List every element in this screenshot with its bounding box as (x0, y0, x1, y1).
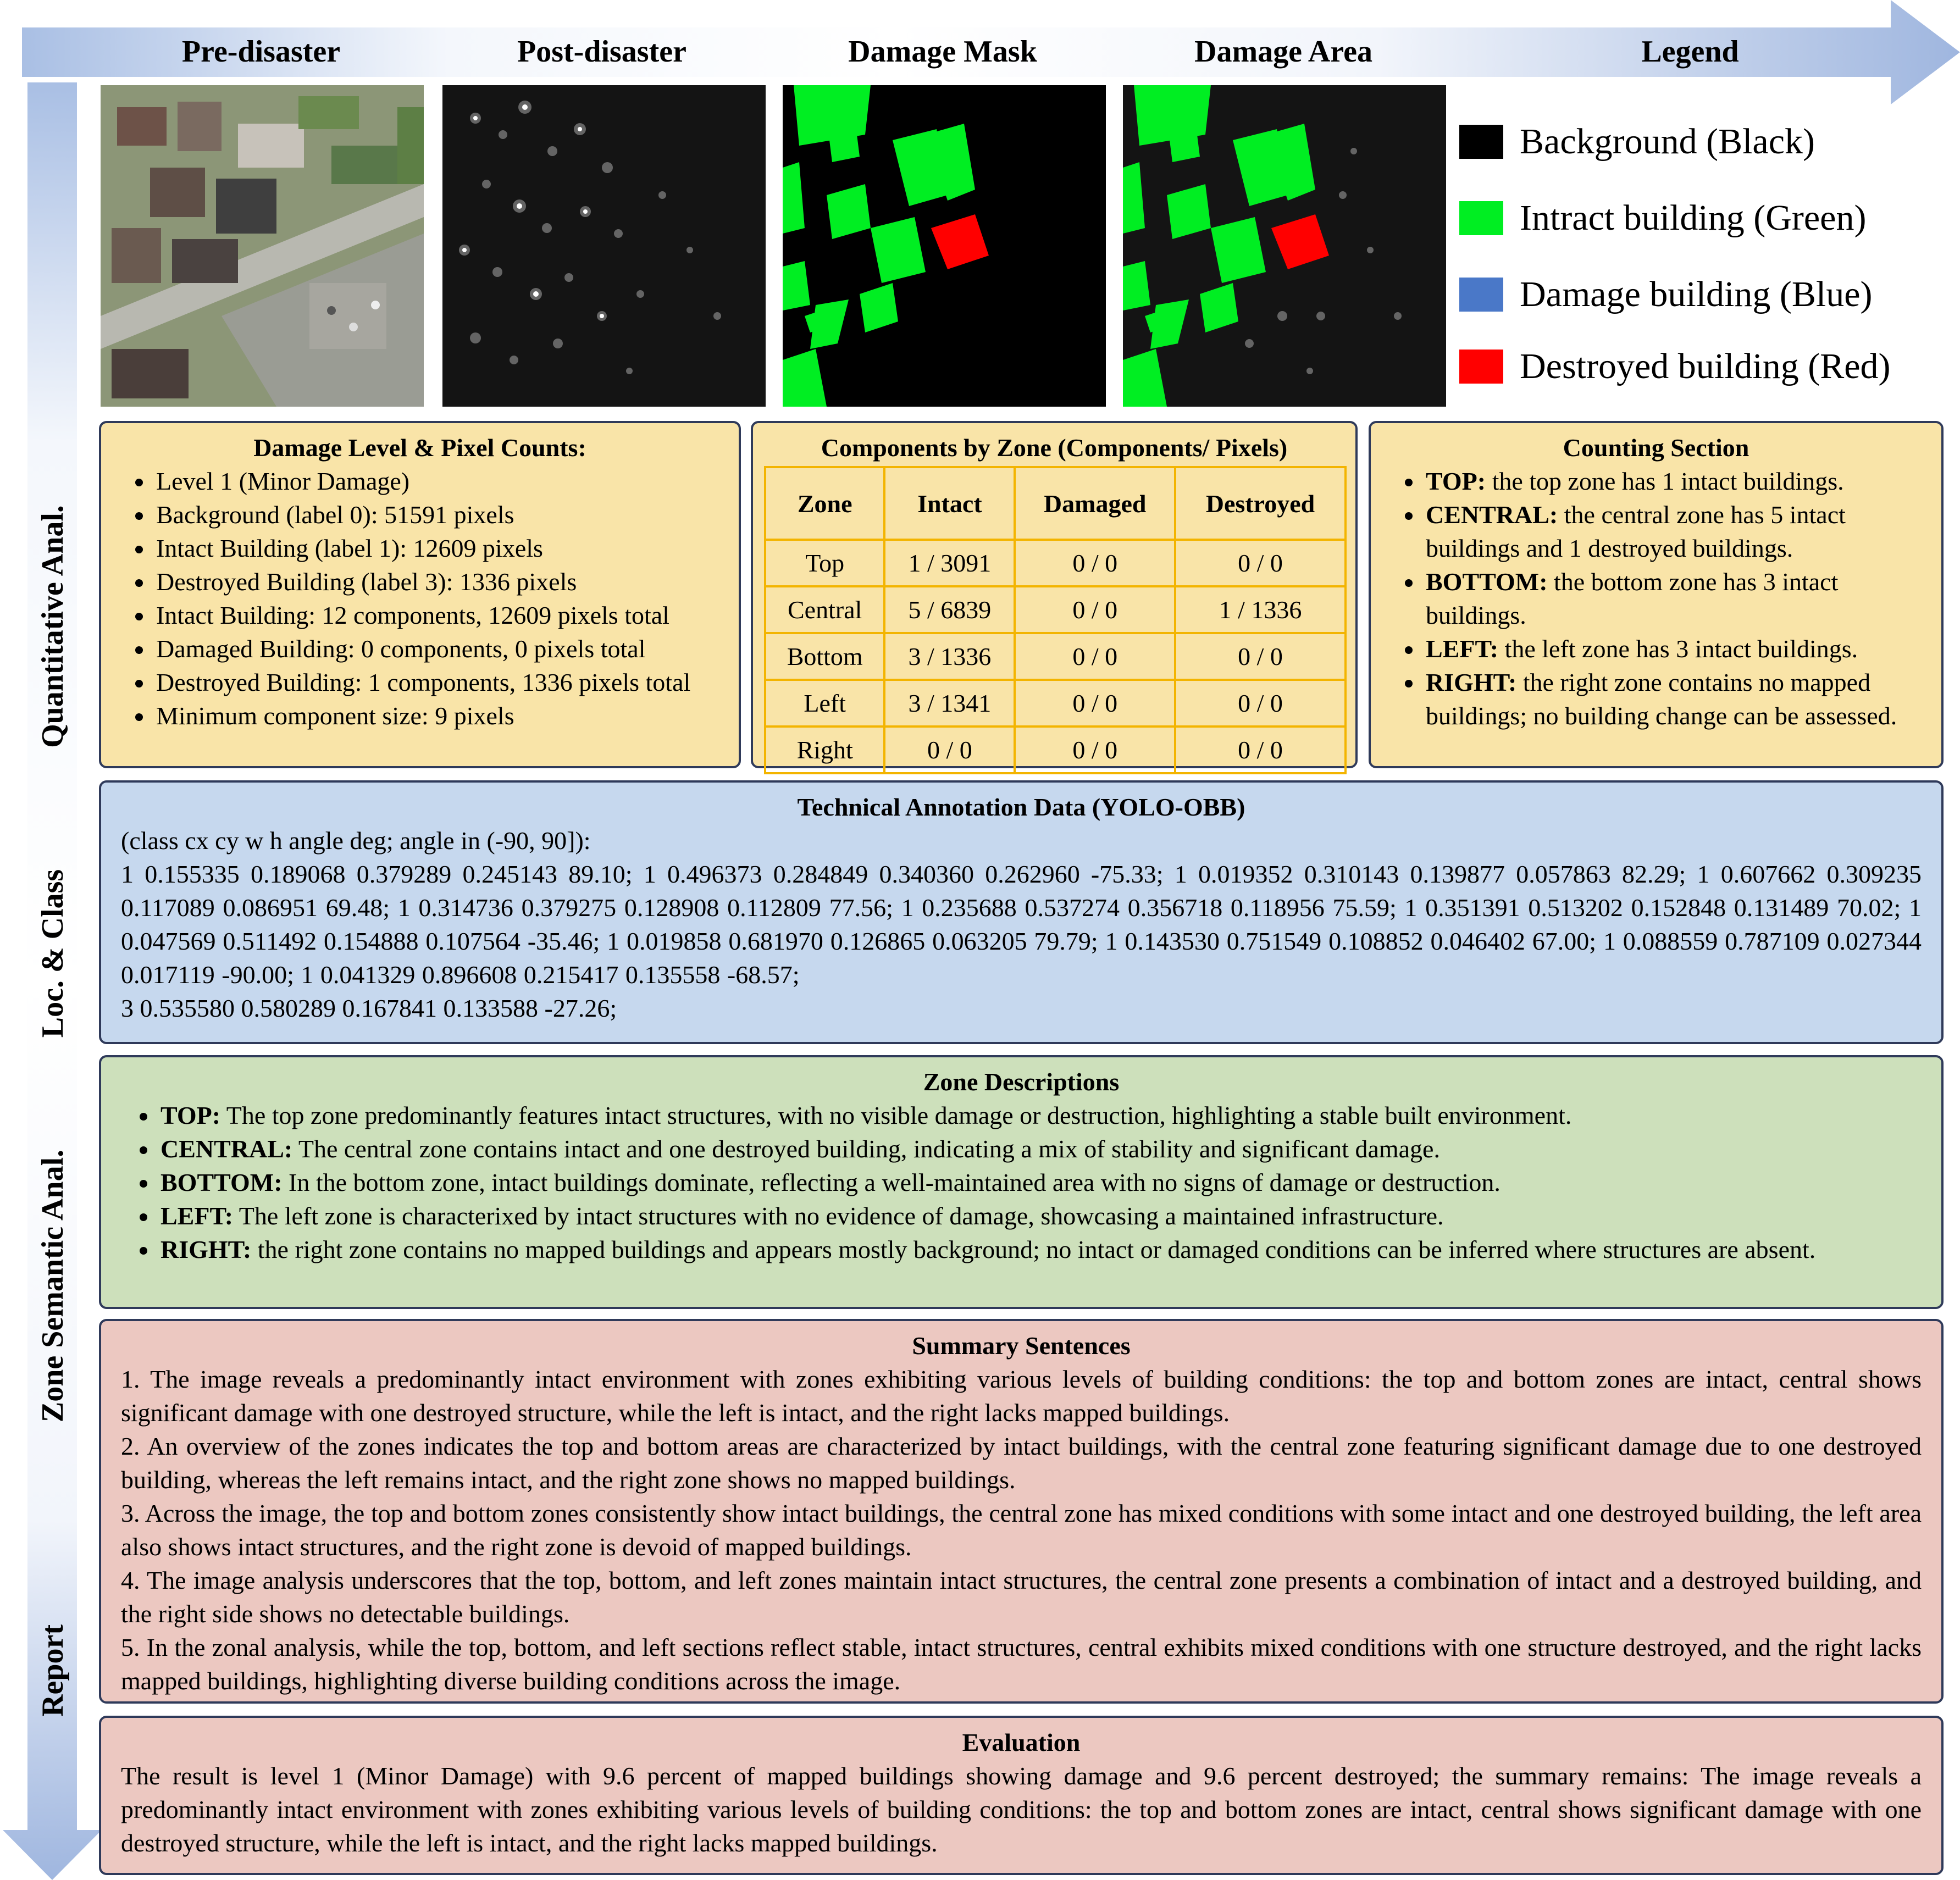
table-row (765, 586, 1346, 633)
zone-text: the left zone has 3 intact buildings. (1498, 635, 1858, 663)
technical-line: 1 0.155335 0.189068 0.379289 0.245143 89.10; 1 0.496373 0.284849 0.340360 0.262960 -75.33; 1 0.019352 0.310143 0.139877 0.057863 82.29; 1 0.607662 0.309235 0.117089 0.086951 69.48; 1 0.314736 0.379275 0.128908 0.112809 77.56; 1 0.235688 0.537274 0.356718 0.118956 75.59; 1 0.351391 0.513202 0.152848 0.131489 70.02; 1 0.047569 0.511492 0.154888 0.107564 -35.46; 1 0.019858 0.681970 0.126865 0.063205 79.79; 1 0.143530 0.751549 0.108852 0.046402 67.00; 1 0.088559 0.787109 0.027344 0.017119 -90.00; 1 0.041329 0.896608 0.215417 0.135558 -68.57; (121, 860, 1922, 989)
table-cell: 1 / 1336 (1175, 586, 1346, 633)
zone-key: TOP: (1426, 467, 1486, 495)
side-label-report: Report (36, 1624, 70, 1717)
table-cell: 0 / 0 (1175, 633, 1346, 680)
zone-text: The top zone predominantly features intact structures, with no visible damage or destruction, highlighting a stable built environment. (220, 1101, 1572, 1129)
zone-text: the top zone has 1 intact buildings. (1486, 467, 1844, 495)
technical-title: Technical Annotation Data (YOLO-OBB) (797, 793, 1245, 821)
legend-label: Intract building (Green) (1520, 198, 1867, 238)
zone-key: TOP: (160, 1101, 221, 1129)
pre-disaster-image (101, 85, 424, 407)
table-row (765, 540, 1346, 586)
summary-sentence: 1. The image reveals a predominantly intact environment with zones exhibiting various levels of building conditions: the top and bottom zones are intact, central shows significant damage with one destroyed structure, while the left is intact, and the right lacks mapped buildings. (121, 1365, 1922, 1427)
technical-panel (99, 780, 1944, 1044)
evaluation-title: Evaluation (962, 1728, 1081, 1756)
list-item (1424, 498, 1925, 565)
zone-key: CENTRAL: (1426, 501, 1558, 529)
zone-key: LEFT: (1426, 635, 1499, 663)
list-item (158, 1099, 1924, 1132)
zone-descriptions-title: Zone Descriptions (923, 1068, 1120, 1096)
post-disaster-image (442, 85, 766, 407)
column-header: Zone (765, 467, 884, 540)
list-item: • Intact Building: 12 components, 12609 pixels total (154, 598, 722, 632)
legend-label: Destroyed building (Red) (1520, 346, 1891, 386)
zone-key: BOTTOM: (1426, 568, 1548, 596)
zone-text: the right zone contains no mapped buildings; no building change can be assessed. (1426, 668, 1897, 730)
damage-mask-image (783, 85, 1106, 407)
table-cell: 0 / 0 (1015, 680, 1175, 727)
technical-line: 3 0.535580 0.580289 0.167841 0.133588 -27.26; (121, 994, 617, 1022)
table-cell: 0 / 0 (1015, 540, 1175, 586)
table-cell: 0 / 0 (1015, 586, 1175, 633)
table-cell: Bottom (765, 633, 884, 680)
zone-descriptions-list (101, 1099, 1941, 1266)
zone-key: RIGHT: (160, 1235, 252, 1263)
table-cell: Right (765, 727, 884, 773)
summary-sentence: 5. In the zonal analysis, while the top, bottom, and left sections reflect stable, intact structures, central exhibits mixed conditions with one structure destroyed, and the right lacks mapped buildings, highlighting diverse building conditions across the image. (121, 1633, 1922, 1695)
table-header-row (765, 467, 1346, 540)
legend-swatch-black (1459, 125, 1503, 159)
side-label-loc-class: Loc. & Class (36, 869, 70, 1038)
table-cell: 0 / 0 (1015, 727, 1175, 773)
legend-item-destroyed (1459, 345, 1891, 389)
damage-level-list (101, 464, 739, 733)
legend-label: Background (Black) (1520, 121, 1815, 162)
side-label-zone-semantic: Zone Semantic Anal. (36, 1149, 70, 1423)
legend-item-background (1459, 120, 1815, 164)
list-item: • Background (label 0): 51591 pixels (154, 498, 722, 531)
list-item: • Level 1 (Minor Damage) (154, 464, 722, 498)
counting-list (1371, 464, 1941, 733)
table-cell: Top (765, 540, 884, 586)
list-item (158, 1132, 1924, 1166)
header-damage-mask: Damage Mask (848, 35, 1037, 69)
summary-sentence: 2. An overview of the zones indicates the top and bottom areas are characterized by intact buildings, with the central zone featuring significant damage due to one destroyed building, whereas the left remains intact, and the right zone shows no mapped buildings. (121, 1432, 1922, 1494)
list-item: • Destroyed Building: 1 components, 1336 pixels total (154, 666, 722, 699)
zone-text: The central zone contains intact and one destroyed building, indicating a mix of stability and significant damage. (292, 1135, 1440, 1163)
zone-text: the central zone has 5 intact buildings and 1 destroyed buildings. (1426, 501, 1846, 562)
counting-panel (1369, 421, 1944, 768)
table-row (765, 680, 1346, 727)
list-item (158, 1233, 1924, 1266)
zone-key: BOTTOM: (160, 1168, 283, 1196)
list-item (1424, 464, 1925, 498)
damage-area-image (1123, 85, 1446, 407)
zone-descriptions-panel (99, 1055, 1944, 1309)
list-item (158, 1199, 1924, 1233)
zone-table (764, 466, 1347, 774)
zone-table-title: Components by Zone (Components/ Pixels) (821, 434, 1288, 462)
zone-text: The left zone is characterixed by intact structures with no evidence of damage, showcasing a maintained infrastructure. (233, 1202, 1444, 1230)
list-item: • Destroyed Building (label 3): 1336 pixels (154, 565, 722, 598)
evaluation-text: The result is level 1 (Minor Damage) with 9.6 percent of mapped buildings showing damage and 9.6 percent destroyed; the summary remains: The image reveals a predominantly intact environment with zones exhibiting various levels of building conditions: the top and bottom zones are intact, central shows significant damage with one destroyed structure, while the left is intact, and the right lacks mapped buildings. (121, 1762, 1922, 1857)
table-row (765, 727, 1346, 773)
table-cell: Left (765, 680, 884, 727)
table-cell: Central (765, 586, 884, 633)
table-cell: 0 / 0 (1175, 727, 1346, 773)
summary-title: Summary Sentences (912, 1332, 1131, 1360)
legend-swatch-red (1459, 350, 1503, 384)
summary-panel (99, 1319, 1944, 1704)
zone-text: In the bottom zone, intact buildings dominate, reflecting a well-maintained area with no signs of damage or destruction. (282, 1168, 1501, 1196)
list-item (158, 1166, 1924, 1199)
evaluation-panel (99, 1716, 1944, 1875)
table-cell: 1 / 3091 (884, 540, 1015, 586)
legend-label: Damage building (Blue) (1520, 274, 1873, 314)
summary-sentence: 4. The image analysis underscores that the top, bottom, and left zones maintain intact structures, the central zone presents a combination of intact and a destroyed building, and the right side shows no detectable buildings. (121, 1566, 1922, 1628)
legend-item-damage (1459, 273, 1873, 317)
zone-key: CENTRAL: (160, 1135, 293, 1163)
column-header: Destroyed (1175, 467, 1346, 540)
list-item: • Intact Building (label 1): 12609 pixels (154, 531, 722, 565)
list-item (1424, 565, 1925, 632)
list-item (1424, 632, 1925, 666)
summary-sentence: 3. Across the image, the top and bottom zones consistently show intact buildings, the central zone has mixed conditions with some intact and one destroyed building, the left area also shows intact structures, and the right zone is devoid of mapped buildings. (121, 1499, 1922, 1561)
header-post-disaster: Post-disaster (517, 35, 686, 69)
table-cell: 0 / 0 (1015, 633, 1175, 680)
technical-intro: (class cx cy w h angle deg; angle in (-90, 90]): (121, 827, 591, 855)
zone-key: LEFT: (160, 1202, 234, 1230)
table-cell: 3 / 1341 (884, 680, 1015, 727)
damage-level-panel (99, 421, 741, 768)
list-item (1424, 666, 1925, 733)
table-cell: 3 / 1336 (884, 633, 1015, 680)
header-pre-disaster: Pre-disaster (181, 35, 341, 69)
table-row (765, 633, 1346, 680)
table-cell: 0 / 0 (1175, 680, 1346, 727)
zone-key: RIGHT: (1426, 668, 1517, 696)
zone-text: the right zone contains no mapped buildings and appears mostly background; no intact or damaged conditions can be inferred where structures are absent. (251, 1235, 1816, 1263)
legend-swatch-green (1459, 201, 1503, 235)
counting-title: Counting Section (1563, 434, 1749, 462)
legend-swatch-blue (1459, 278, 1503, 312)
header-damage-area: Damage Area (1194, 35, 1372, 69)
list-item: • Minimum component size: 9 pixels (154, 699, 722, 733)
zone-table-panel (751, 421, 1358, 768)
header-legend: Legend (1641, 35, 1739, 69)
damage-level-title: Damage Level & Pixel Counts: (253, 434, 586, 462)
column-header: Intact (884, 467, 1015, 540)
legend-item-intact (1459, 196, 1866, 240)
table-cell: 0 / 0 (884, 727, 1015, 773)
table-cell: 5 / 6839 (884, 586, 1015, 633)
column-header: Damaged (1015, 467, 1175, 540)
list-item: • Damaged Building: 0 components, 0 pixels total (154, 632, 722, 666)
zone-text: the bottom zone has 3 intact buildings. (1426, 568, 1839, 629)
side-label-quantitative: Quantitative Anal. (36, 505, 70, 748)
table-cell: 0 / 0 (1175, 540, 1346, 586)
